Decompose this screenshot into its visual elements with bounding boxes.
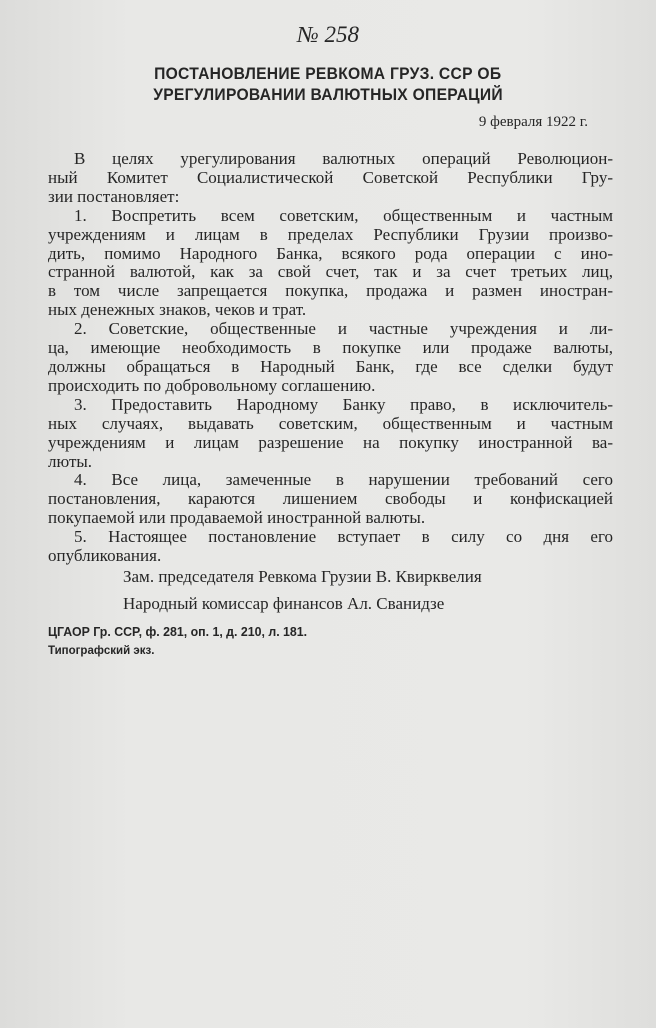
text-line: 5. Настоящее постановление вступает в силу со дня его (74, 527, 613, 547)
text-line: 1. Воспретить всем советским, общественным и частным (74, 205, 613, 225)
text-line: люты. (48, 451, 93, 471)
copy-type: Типографский экз. (48, 645, 155, 657)
text-line: опубликования. (48, 546, 162, 566)
text-line: 3. Предоставить Народному Банку право, в исключитель- (74, 394, 613, 414)
text-line: в том числе запрещается покупка, продажа и размен иностран- (48, 281, 613, 301)
text-line: ца, имеющие необходимость в покупке или продаже валюты, (48, 338, 613, 358)
text-line: зии постановляет: (48, 186, 180, 206)
title-line-1: ПОСТАНОВЛЕНИЕ РЕВКОМА ГРУЗ. ССР ОБ (154, 64, 502, 83)
signature-1: Зам. председателя Ревкома Грузии В. Квирквелия (123, 567, 482, 586)
text-line: ных случаях, выдавать советским, общественным и частным (48, 413, 613, 433)
text-line: дить, помимо Народного Банка, всякого рода операции с ино- (48, 243, 613, 263)
text-line: В целях урегулирования валютных операций Революцион- (74, 149, 613, 168)
text-line: 4. Все лица, замеченные в нарушении требований сего (74, 470, 613, 490)
text-line: учреждениям и лицам в пределах Республики Грузии произво- (48, 224, 613, 244)
text-line: учреждениям и лицам разрешение на покупку иностранной ва- (48, 432, 613, 452)
text-line: 2. Советские, общественные и частные учреждения и ли- (74, 319, 613, 339)
text-line: постановления, караются лишением свободы и конфискацией (48, 489, 613, 509)
signature-2: Народный комиссар финансов Ал. Сванидзе (123, 594, 445, 613)
paragraph (48, 528, 613, 566)
text-line: странной валютой, как за свой счет, так и за счет третьих лиц, (48, 262, 613, 282)
text-line: ный Комитет Социалистической Советской Республики Гру- (48, 167, 613, 187)
title-line-2: УРЕГУЛИРОВАНИИ ВАЛЮТНЫХ ОПЕРАЦИЙ (153, 85, 503, 104)
paragraph (48, 207, 613, 320)
text-line: происходить по добровольному соглашению. (48, 375, 376, 395)
text-line: покупаемой или продаваемой иностранной валюты. (48, 508, 426, 528)
document-number: № 258 (297, 22, 359, 47)
paragraph (48, 471, 613, 528)
document-date: 9 февраля 1922 г. (478, 114, 588, 130)
document-body (48, 150, 613, 566)
paragraph (48, 150, 613, 207)
archive-source: ЦГАОР Гр. ССР, ф. 281, оп. 1, д. 210, л. 181. (48, 624, 308, 639)
paragraph (48, 320, 613, 396)
paragraph (48, 396, 613, 472)
text-line: ных денежных знаков, чеков и трат. (48, 300, 307, 320)
text-line: должны обращаться в Народный Банк, где все сделки будут (48, 356, 613, 376)
